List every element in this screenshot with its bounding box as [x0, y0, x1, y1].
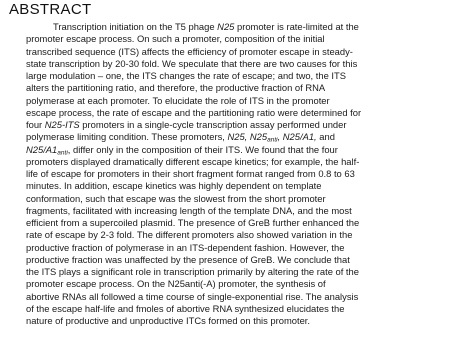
abstract-line [26, 315, 450, 327]
line-text: productive fraction was unaffected by the presence of GreB. We conclude that [26, 253, 350, 265]
subscript-text: anti [57, 149, 68, 156]
line-text: alters the partitioning ratio, and therefore, the productive fraction of RNA [26, 82, 326, 94]
line-text: minutes. In addition, escape kinetics was highly dependent on template [26, 180, 322, 192]
italic-text: N25, N25 [227, 131, 268, 143]
abstract-line [26, 278, 450, 290]
abstract-heading: ABSTRACT [9, 1, 92, 18]
line-text: life of escape for promoters in their short fragment format ranged from 0.8 to 63 [26, 168, 355, 179]
abstract-line [26, 291, 450, 303]
line-text: Transcription initiation on the T5 phage [53, 21, 218, 32]
line-text: of the escape half-life and fmoles of abortive RNA synthesized elucidates the [26, 302, 345, 314]
italic-text: N25/A1 [26, 143, 58, 155]
line-text: promoters displayed dramatically different escape kinetics; for example, the half- [26, 155, 360, 167]
line-text: efficient from a supercoiled plasmid. The presence of GreB further enhanced the [26, 217, 360, 228]
abstract-line [26, 82, 450, 94]
abstract-line [26, 21, 450, 33]
line-text: promoter escape process. On such a promoter, composition of the initial [26, 33, 325, 45]
line-text: conformation, such that escape was the slowest from the short promoter [26, 192, 326, 204]
line-text: nature of productive and unproductive ITCs formed on this promoter. [26, 315, 311, 326]
line-text: the ITS plays a significant role in transcription primarily by altering the rate of the [26, 266, 359, 277]
abstract-line [26, 242, 450, 254]
abstract-line [26, 193, 450, 205]
line-text: escape process, the rate of escape and the partitioning ratio were determined for [26, 106, 362, 118]
abstract-line [26, 119, 450, 131]
abstract-line [26, 180, 450, 192]
line-text: , differ only in the composition of their ITS. We found that the four [67, 143, 338, 155]
line-text: and [316, 131, 335, 143]
abstract-line [26, 217, 450, 229]
abstract-line [26, 254, 450, 266]
line-text: promoters in a single-cycle transcription assay performed under [79, 119, 347, 130]
abstract-line [26, 266, 450, 278]
line-text: promoter escape process. On the N25anti(-A) promoter, the synthesis of [26, 278, 326, 290]
abstract-line [26, 144, 450, 156]
abstract-line [26, 168, 450, 180]
abstract-line [26, 107, 450, 119]
line-text: polymerase limiting condition. These promoters, [26, 131, 228, 143]
italic-text: N25 [217, 21, 235, 32]
line-text: transcribed sequence (ITS) affects the efficiency of promoter escape in steady- [26, 45, 353, 57]
abstract-line [26, 58, 450, 70]
line-text: four [26, 119, 45, 130]
abstract-line [26, 303, 450, 315]
italic-text: N25-ITS [44, 119, 80, 130]
line-text: state transcription by 20-30 fold. We speculate that there are two causes for this [26, 57, 358, 69]
abstract-line [26, 229, 450, 241]
abstract-line [26, 70, 450, 82]
abstract-line [26, 131, 450, 143]
line-text: rate of escape by 2-3 fold. The different promoters also showed variation in the [26, 229, 353, 241]
line-text: abortive RNAs all followed a time course of single-exponential rise. The analysis [26, 290, 359, 302]
abstract-line [26, 46, 450, 58]
abstract-line [26, 205, 450, 217]
italic-text: , N25/A1, [277, 131, 317, 143]
line-text: large modulation – one, the ITS changes the rate of escape; and two, the ITS [26, 70, 346, 81]
line-text: polymerase at each promoter. To elucidate the role of ITS in the promoter [26, 94, 330, 106]
abstract-line [26, 95, 450, 107]
subscript-text: anti [267, 136, 278, 144]
line-text: fragments, facilitated with increasing length of the template DNA, and the most [26, 204, 352, 216]
line-text: promoter is rate-limited at the [234, 21, 359, 32]
abstract-line [26, 156, 450, 168]
abstract-line [26, 33, 450, 45]
abstract-body [26, 21, 450, 327]
line-text: productive fraction of polymerase in an ITS-dependent fashion. However, the [26, 241, 345, 253]
